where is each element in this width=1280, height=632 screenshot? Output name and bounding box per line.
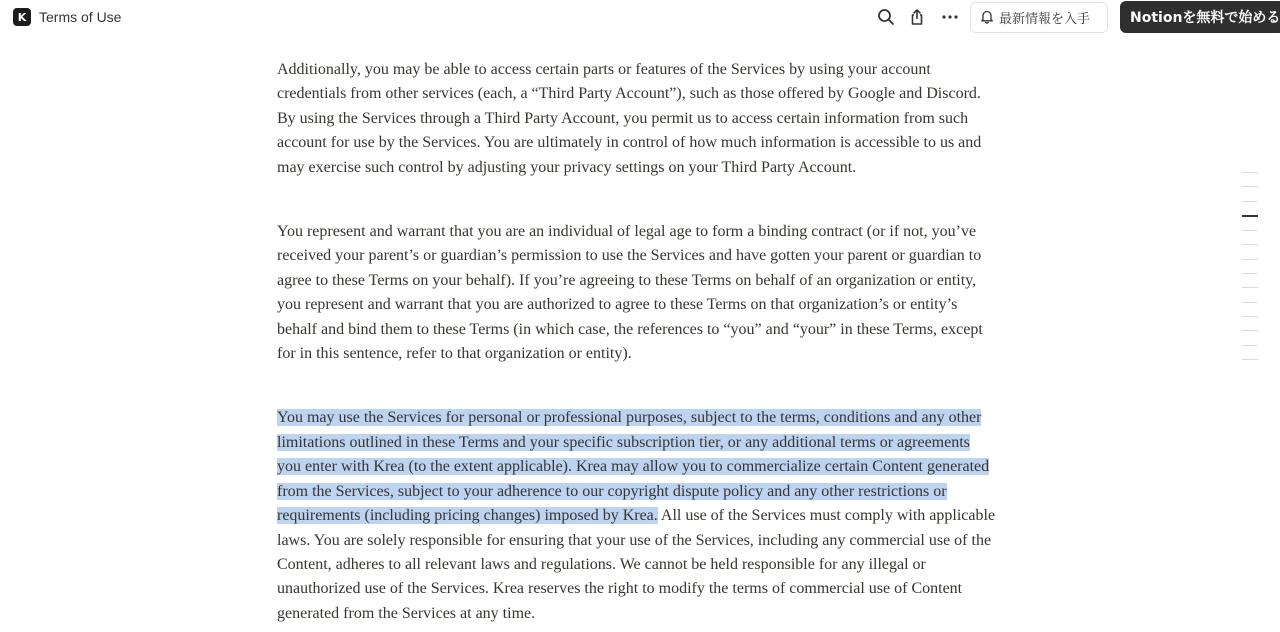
paragraph-legal-age: You represent and warrant that you are an individual of legal age to form a binding contract (or if not, you’ve received your parent’s or guardian’s permission to use the Services and have gotten your parent or guardian to agree to these Terms on your behalf). If you’re agreeing to these Terms on behalf of an organization or entity, you represent and warrant that you are authorized to agree to these Terms on that organization’s or entity’s behalf and bind them to these Terms (in which case, the references to “you” and “your” in these Terms, except for in this sentence, refer to that organization or entity). <box>277 223 983 363</box>
page-title: Terms of Use <box>39 9 122 25</box>
terms-content <box>277 58 997 626</box>
toc-line[interactable] <box>1242 273 1258 274</box>
toc-line[interactable] <box>1242 287 1258 288</box>
search-icon[interactable] <box>876 7 896 27</box>
bell-icon <box>980 9 994 27</box>
paragraph-rest-text: All use of the Services must comply with applicable laws. You are solely responsible for ensuring that your use of the Services, including any commercial use of the Content, adheres to all relevant laws and regulations. We cannot be held responsible for any illegal or unauthorized use of the Services. Krea reserves the right to modify the terms of commercial use of Content generated from the Services at any time. <box>277 507 996 622</box>
table-of-contents-minimap[interactable] <box>1242 172 1258 373</box>
top-bar <box>0 0 1280 34</box>
toc-line[interactable] <box>1242 186 1258 187</box>
toc-line[interactable] <box>1242 244 1258 245</box>
paragraph-use-of-services <box>277 406 997 626</box>
selected-text: You may use the Services for personal or professional purposes, subject to the terms, conditions and any other limitations outlined in these Terms and your specific subscription tier, or any additional terms or agreements you enter with Krea (to the extent applicable). Krea may allow you to commercialize certain Content generated from the Services, subject to your adherence to our copyright dispute policy and any other restrictions or requirements (including pricing changes) imposed by Krea. <box>277 409 990 525</box>
krea-logo-icon: K <box>13 8 31 26</box>
toc-line[interactable] <box>1242 330 1258 331</box>
toc-line[interactable] <box>1242 345 1258 346</box>
get-updates-label: 最新情報を入手 <box>999 12 1091 27</box>
get-updates-button[interactable] <box>970 2 1108 33</box>
toc-line[interactable] <box>1242 230 1258 231</box>
toc-line[interactable] <box>1242 359 1258 360</box>
toc-line[interactable] <box>1242 316 1258 317</box>
toc-line[interactable] <box>1242 302 1258 303</box>
toc-line[interactable] <box>1242 215 1258 217</box>
paragraph-third-party-account: Additionally, you may be able to access certain parts or features of the Services by using your account credentials from other services (each, a “Third Party Account”), such as those offered by Google and Discord. By using the Services through a Third Party Account, you permit us to access certain information from such account for use by the Services. You are ultimately in control of how much information is accessible to us and may exercise such control by adjusting your privacy settings on your Third Party Account. <box>277 61 982 176</box>
more-icon[interactable] <box>940 7 960 27</box>
toc-line[interactable] <box>1242 201 1258 202</box>
page-brand[interactable] <box>13 8 121 26</box>
toc-line[interactable] <box>1242 259 1258 260</box>
start-notion-free-button[interactable]: Notionを無料で始める <box>1120 1 1280 33</box>
toc-line[interactable] <box>1242 172 1258 173</box>
share-icon[interactable] <box>907 7 927 27</box>
